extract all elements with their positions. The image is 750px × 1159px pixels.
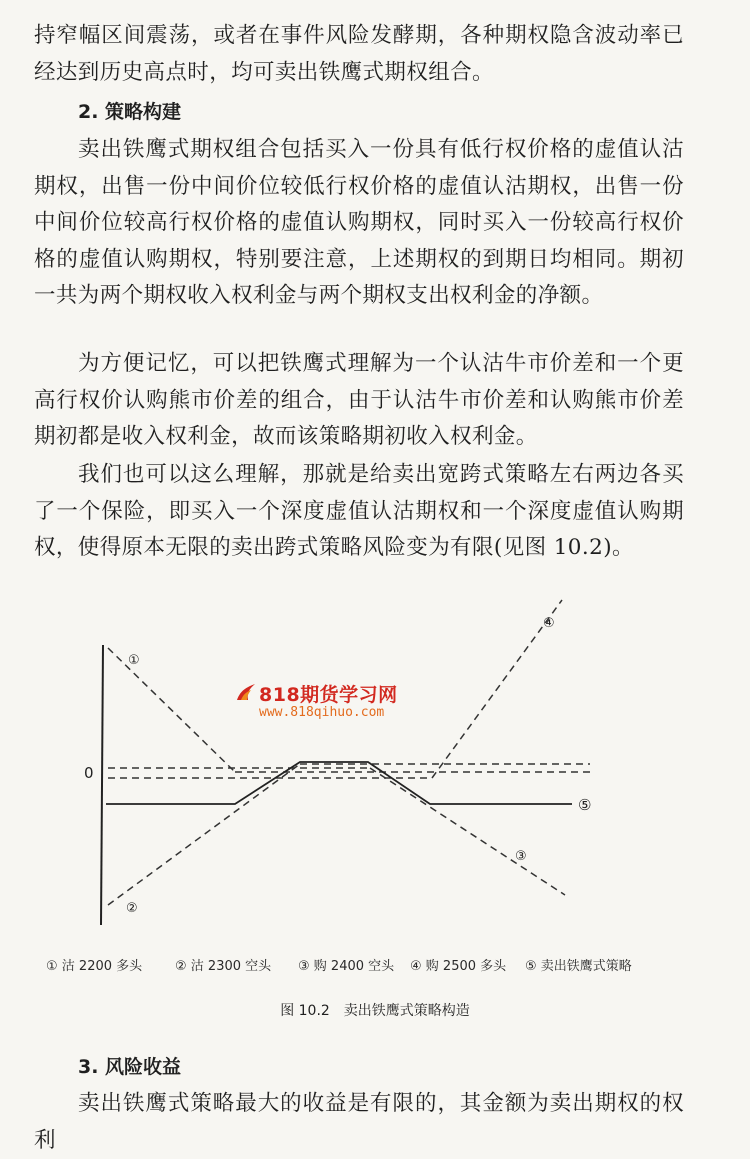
paragraph-insurance-analogy: 我们也可以这么理解，那就是给卖出宽跨式策略左右两边各买了一个保险，即买入一个深度虚值认沽期权和一个深度虚值认购期权，使得原本无限的卖出跨式策略风险变为有限(见图 10.2)。 <box>34 462 684 561</box>
marker-5: ⑤ <box>578 796 592 814</box>
marker-2: ② <box>126 901 138 916</box>
watermark-title: 818期货学习网 <box>259 684 398 706</box>
paragraph-intro-continued: 持窄幅区间震荡，或者在事件风险发酵期，各种期权隐含波动率已经达到历史高点时，均可卖出铁鹰式期权组合。 <box>34 23 684 85</box>
legend-item-4: ④ 购 2500 多头 <box>410 959 507 974</box>
marker-1: ① <box>128 653 140 668</box>
watermark <box>235 680 398 720</box>
flame-logo-icon <box>235 682 257 702</box>
legend-item-3: ③ 购 2400 空头 <box>298 959 395 974</box>
marker-4: ④ <box>543 616 555 631</box>
zero-label: 0 <box>84 764 94 782</box>
figure-legend <box>40 955 710 979</box>
figure-caption: 图 10.2 卖出铁鹰式策略构造 <box>280 1003 470 1019</box>
paragraph-memory-aid: 为方便记忆，可以把铁鹰式理解为一个认沽牛市价差和一个更高行权价认购熊市价差的组合，由于认沽牛市价差和认购熊市价差期初都是收入权利金，故而该策略期初收入权利金。 <box>34 351 684 450</box>
line-short-call-2400 <box>370 768 565 895</box>
y-axis-line <box>101 645 103 925</box>
watermark-url: www.818qihuo.com <box>259 705 385 720</box>
legend-item-1: ① 沽 2200 多头 <box>46 959 143 974</box>
line-short-put-2300 <box>108 764 300 905</box>
section-heading-risk-return: 3. 风险收益 <box>78 1056 182 1078</box>
legend-item-5: ⑤ 卖出铁鹰式策略 <box>525 959 632 974</box>
section-heading-strategy-construction: 2. 策略构建 <box>78 101 182 123</box>
paragraph-strategy-definition: 卖出铁鹰式期权组合包括买入一份具有低行权价格的虚值认沽期权，出售一份中间价位较低行权价格的虚值认沽期权，出售一份中间价位较高行权价格的虚值认购期权，同时买入一份较高行权价格的虚值认购期权，特别要注意，上述期权的到期日均相同。期初一共为两个期权收入权利金与两个期权支出权利金的净额。 <box>34 137 684 309</box>
legend-item-2: ② 沽 2300 空头 <box>175 959 272 974</box>
marker-3: ③ <box>515 849 527 864</box>
paragraph-risk-return: 卖出铁鹰式策略最大的收益是有限的，其金额为卖出期权的权利 <box>34 1091 684 1153</box>
payoff-diagram <box>0 588 750 983</box>
